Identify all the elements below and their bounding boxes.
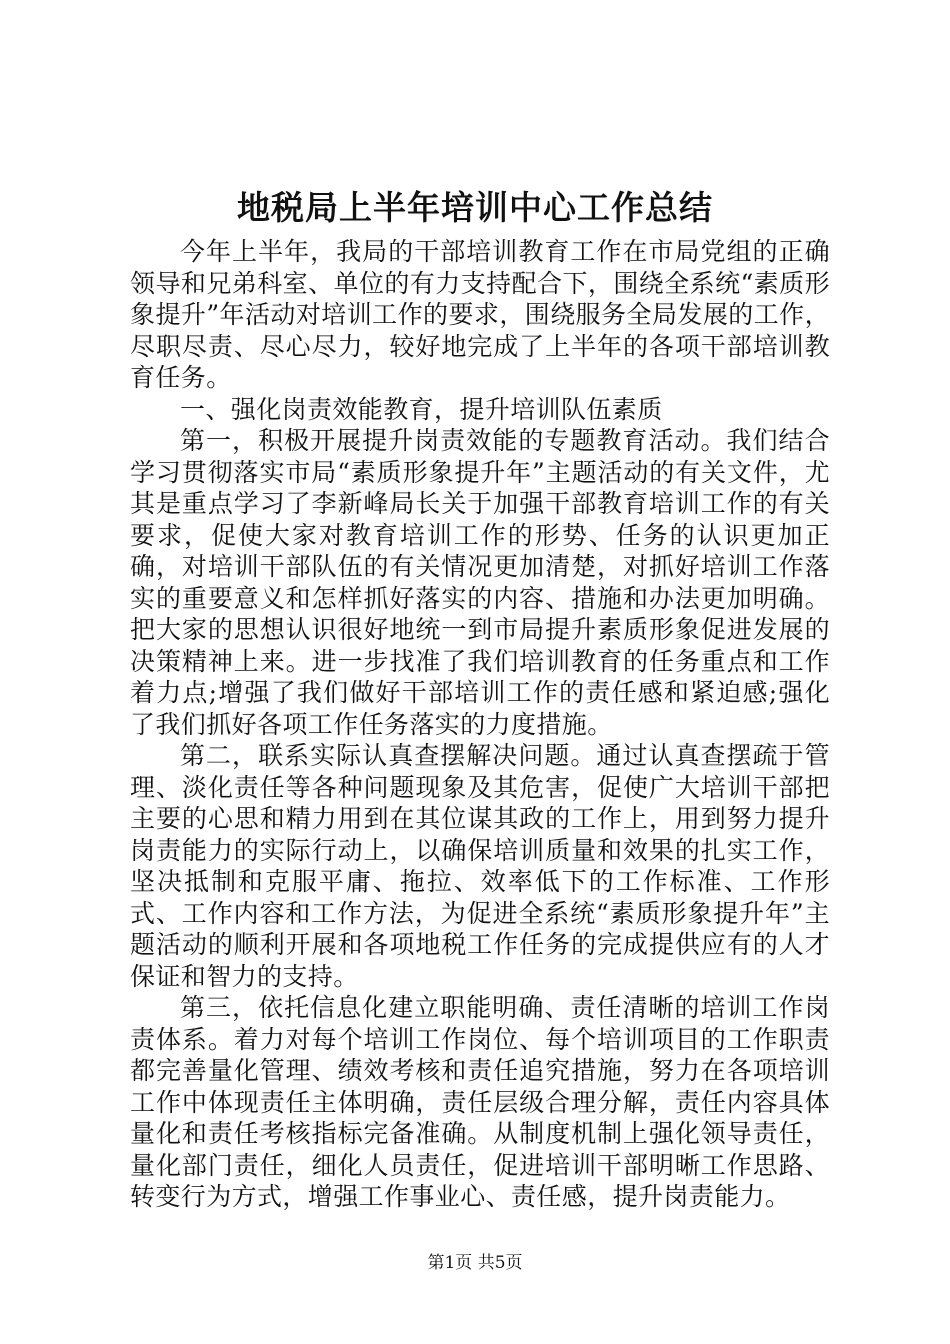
paragraph-first: 第一，积极开展提升岗责效能的专题教育活动。我们结合学习贯彻落实市局“素质形象提升年”主题活动的有关文件，尤其是重点学习了李新峰局长关于加强干部教育培训工作的有关要求，促使大家对教育培训工作的形势、任务的认识更加正确，对培训干部队伍的有关情况更加清楚，对抓好培训工作落实的重要意义和怎样抓好落实的内容、措施和办法更加明确。把大家的思想认识很好地统一到市局提升素质形象促进发展的决策精神上来。进一步找准了我们培训教育的任务重点和工作着力点;增强了我们做好干部培训工作的责任感和紧迫感;强化了我们抓好各项工作任务落实的力度措施。 [130,426,830,739]
paragraph-third: 第三，依托信息化建立职能明确、责任清晰的培训工作岗责体系。着力对每个培训工作岗位、每个培训项目的工作职责都完善量化管理、绩效考核和责任追究措施，努力在各项培训工作中体现责任主体明确，责任层级合理分解，责任内容具体量化和责任考核指标完备准确。从制度机制上强化领导责任，量化部门责任，细化人员责任，促进培训干部明晰工作思路、转变行为方式，增强工作事业心、责任感，提升岗责能力。 [130,993,830,1211]
paragraph-second: 第二，联系实际认真查摆解决问题。通过认真查摆疏于管理、淡化责任等各种问题现象及其危害，促使广大培训干部把主要的心思和精力用到在其位谋其政的工作上，用到努力提升岗责能力的实际行动上，以确保培训质量和效果的扎实工作，坚决抵制和克服平庸、拖拉、效率低下的工作标准、工作形式、工作内容和工作方法，为促进全系统“素质形象提升年”主题活动的顺利开展和各项地税工作任务的完成提供应有的人才保证和智力的支持。 [130,741,830,991]
section-heading: 一、强化岗责效能教育，提升培训队伍素质 [180,394,663,424]
page-number: 第1页 共5页 [427,1253,523,1273]
paragraph-intro: 今年上半年，我局的干部培训教育工作在市局党组的正确领导和兄弟科室、单位的有力支持配合下，围绕全系统“素质形象提升”年活动对培训工作的要求，围绕服务全局发展的工作，尽职尽责、尽心尽力，较好地完成了上半年的各项干部培训教育任务。 [130,237,830,392]
document-body [130,236,830,1213]
document-title: 地税局上半年培训中心工作总结 [237,188,713,227]
